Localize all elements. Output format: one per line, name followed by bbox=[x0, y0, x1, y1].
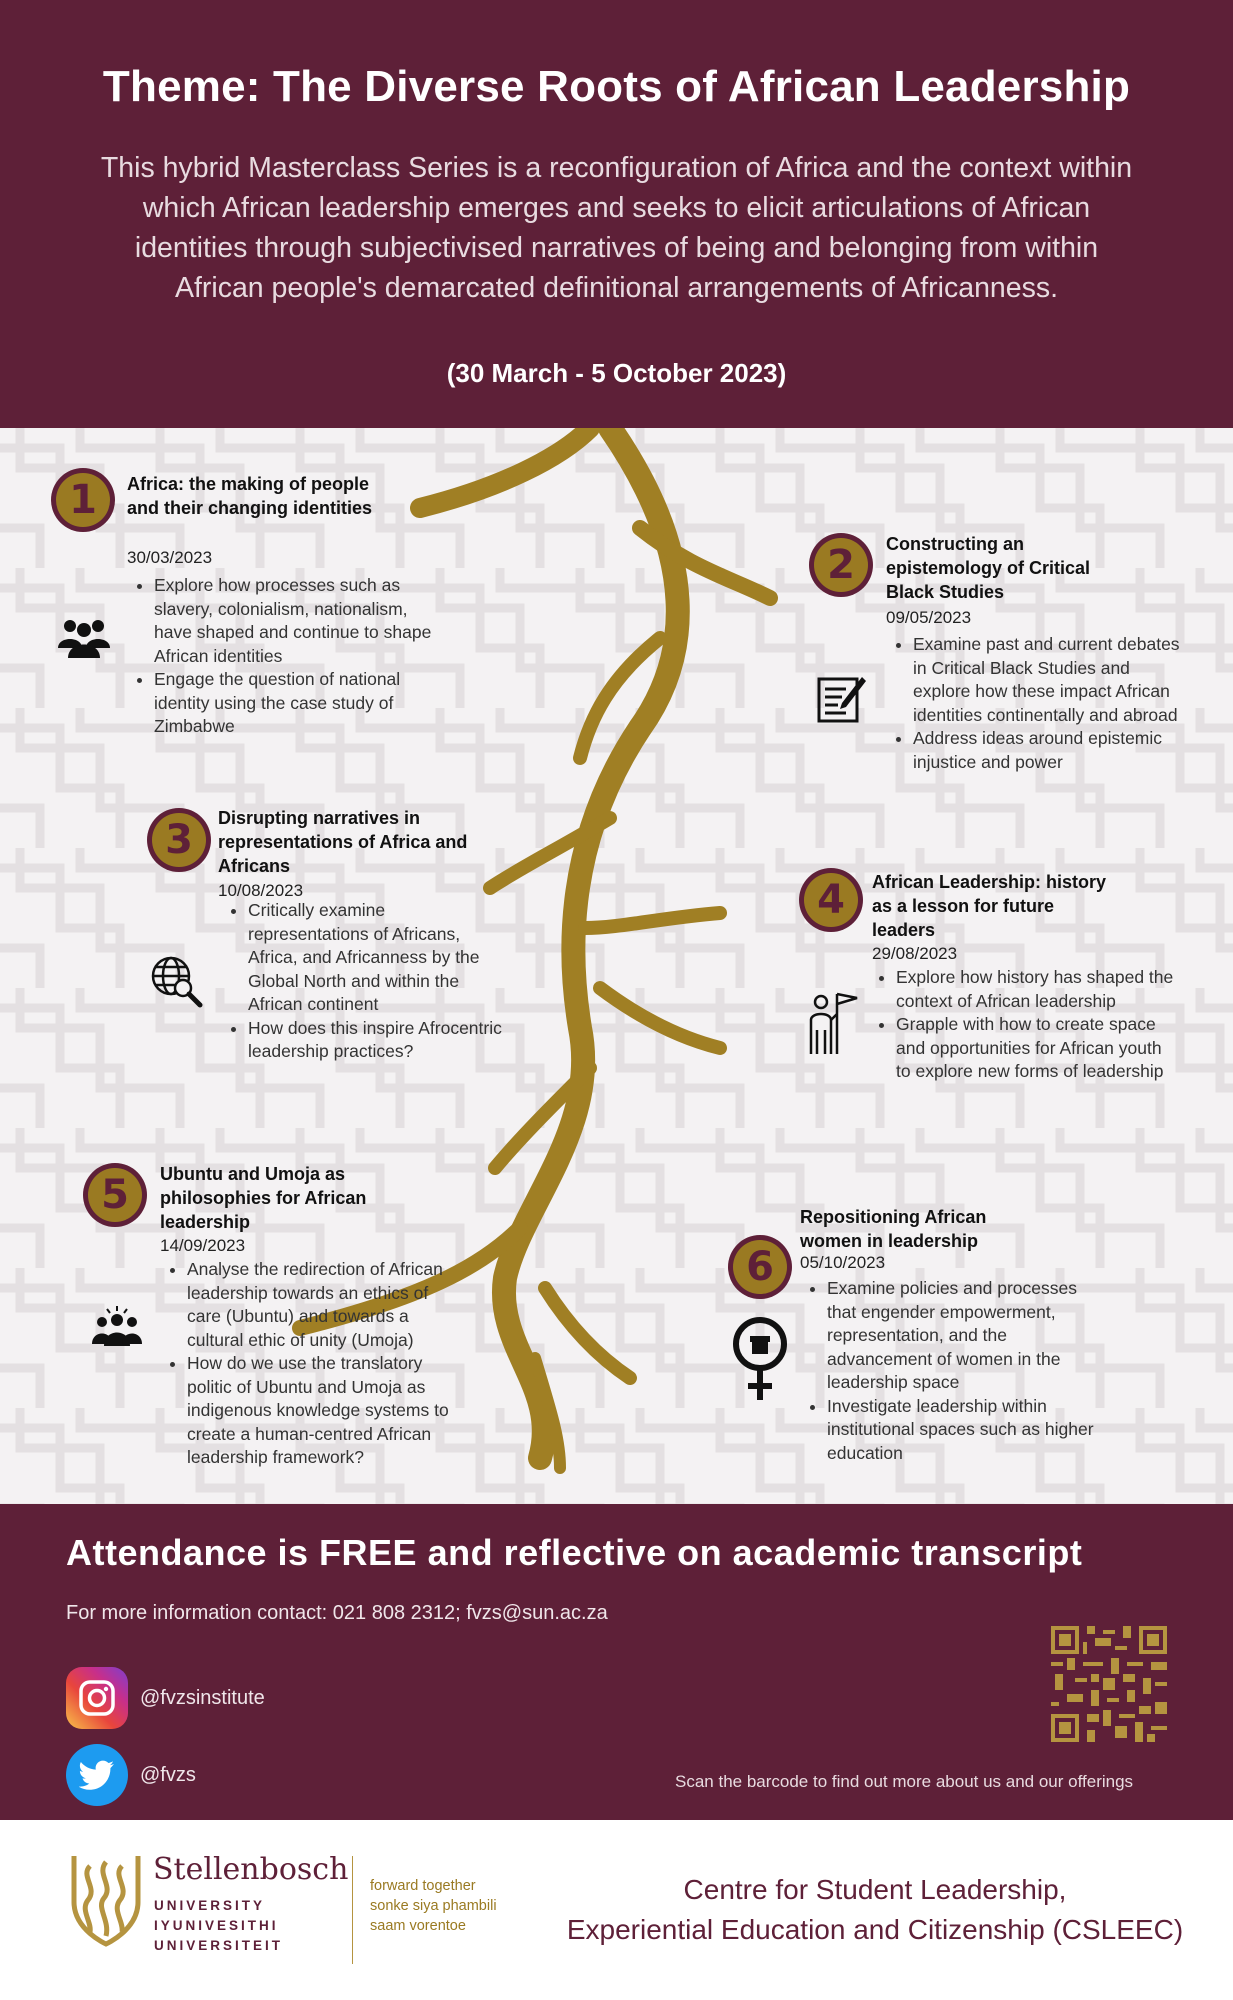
instagram-icon[interactable] bbox=[66, 1667, 128, 1729]
session-6-date: 05/10/2023 bbox=[800, 1253, 886, 1272]
list-item: • Explore how processes such as slavery, colonialism, nationalism, have shaped and continue to shape African identities bbox=[154, 574, 432, 668]
list-item: • Engage the question of national identity using the case study of Zimbabwe bbox=[154, 668, 432, 739]
university-line-english: UNIVERSITY bbox=[154, 1898, 266, 1913]
session-1-title: Africa: the making of people and their changing identities bbox=[127, 474, 373, 518]
session-1-number: 1 bbox=[56, 473, 110, 527]
session-3-date: 10/08/2023 bbox=[218, 881, 304, 900]
session-6-number: 6 bbox=[733, 1240, 787, 1294]
intro-text: This hybrid Masterclass Series is a reconfiguration of Africa and the context within which African leadership emerges and seeks to elicit articulations of African identities through subjectivised narratives of being and belonging from within African people's demarcated definitional arrangements of Africanness. bbox=[100, 152, 1133, 304]
session-3-points bbox=[226, 899, 502, 1064]
twitter-handle[interactable]: @fvzs bbox=[140, 1763, 196, 1786]
session-6-points bbox=[805, 1277, 1095, 1465]
session-3-number: 3 bbox=[152, 813, 206, 867]
contact-info: For more information contact: 021 808 2312; fvzs@sun.ac.za bbox=[66, 1602, 608, 1624]
list-item: • Examine past and current debates in Critical Black Studies and explore how these impact African identities continentally and abroad bbox=[913, 633, 1191, 727]
list-item: • How do we use the translatory politic of Ubuntu and Umoja as indigenous knowledge systems to create a human-centred African leadership framework? bbox=[187, 1352, 465, 1470]
branding-bar bbox=[0, 1820, 1233, 2000]
attendance-note: Attendance is FREE and reflective on academic transcript bbox=[66, 1532, 1083, 1573]
leader-flag-icon bbox=[803, 990, 859, 1056]
centre-name-line-2: Experiential Education and Citizenship (CSLEEC) bbox=[566, 1914, 1184, 1945]
session-5-points bbox=[165, 1258, 465, 1470]
list-item: • Examine policies and processes that engender empowerment, representation, and the advancement of women in the leadership space bbox=[827, 1277, 1095, 1395]
list-item: • Explore how history has shaped the context of African leadership bbox=[896, 966, 1174, 1013]
branding-divider bbox=[352, 1856, 353, 1964]
twitter-link[interactable] bbox=[66, 1744, 196, 1806]
list-item: • How does this inspire Afrocentric leadership practices? bbox=[248, 1017, 502, 1064]
list-item: • Grapple with how to create space and opportunities for African youth to explore new forms of leadership bbox=[896, 1013, 1174, 1084]
stellenbosch-logo bbox=[70, 1852, 142, 1948]
list-item: • Investigate leadership within institutional spaces such as higher education bbox=[827, 1395, 1095, 1466]
session-2-points bbox=[891, 633, 1191, 774]
twitter-icon[interactable] bbox=[66, 1744, 128, 1806]
session-1-points bbox=[132, 574, 432, 739]
session-6-number-badge bbox=[728, 1235, 792, 1299]
list-item: • Address ideas around epistemic injustice and power bbox=[913, 727, 1191, 774]
community-icon bbox=[90, 1304, 144, 1350]
sessions-section bbox=[0, 428, 1233, 1504]
session-2-number: 2 bbox=[814, 538, 868, 592]
female-fist-icon bbox=[732, 1316, 788, 1402]
university-name: Stellenbosch bbox=[153, 1852, 349, 1887]
university-line-xhosa: IYUNIVESITHI bbox=[154, 1918, 279, 1933]
page-title: Theme: The Diverse Roots of African Leadership bbox=[102, 62, 1131, 111]
session-4-title: African Leadership: history as a lesson for future leaders bbox=[872, 872, 1107, 940]
instagram-link[interactable] bbox=[66, 1667, 265, 1729]
motto-afrikaans: saam vorentoe bbox=[370, 1918, 466, 1934]
session-2-number-badge bbox=[809, 533, 873, 597]
session-1-date: 30/03/2023 bbox=[127, 548, 213, 567]
session-4-points bbox=[874, 966, 1174, 1084]
list-item: • Critically examine representations of Africans, Africa, and Africanness by the Global North and within the African continent bbox=[248, 899, 502, 1017]
session-2-date: 09/05/2023 bbox=[886, 608, 972, 627]
document-pen-icon bbox=[816, 673, 868, 725]
session-6-title: Repositioning African women in leadership bbox=[800, 1207, 987, 1251]
session-5-number: 5 bbox=[88, 1168, 142, 1222]
series-dates: (30 March - 5 October 2023) bbox=[446, 358, 787, 388]
motto-english: forward together bbox=[370, 1878, 476, 1894]
university-line-afrikaans: UNIVERSITEIT bbox=[154, 1938, 284, 1953]
motto-xhosa: sonke siya phambili bbox=[370, 1898, 497, 1914]
session-2-title: Constructing an epistemology of Critical Black Studies bbox=[886, 534, 1091, 602]
session-5-number-badge bbox=[83, 1163, 147, 1227]
instagram-handle[interactable]: @fvzsinstitute bbox=[140, 1686, 265, 1709]
centre-name bbox=[560, 1870, 1190, 1950]
session-3-number-badge bbox=[147, 808, 211, 872]
centre-name-line-1: Centre for Student Leadership, bbox=[683, 1874, 1067, 1905]
session-5-title: Ubuntu and Umoja as philosophies for African leadership bbox=[160, 1164, 367, 1232]
session-4-number: 4 bbox=[804, 873, 858, 927]
session-5-date: 14/09/2023 bbox=[160, 1236, 246, 1255]
list-item: • Analyse the redirection of African leadership towards an ethics of care (Ubuntu) and towards a cultural ethic of unity (Umoja) bbox=[187, 1258, 465, 1352]
qr-code[interactable] bbox=[1051, 1626, 1167, 1742]
scan-caption: Scan the barcode to find out more about us and our offerings bbox=[675, 1772, 1134, 1791]
footer-banner bbox=[0, 1504, 1233, 1820]
session-4-date: 29/08/2023 bbox=[872, 944, 958, 963]
session-1-number-badge bbox=[51, 468, 115, 532]
globe-search-icon bbox=[150, 955, 204, 1009]
session-3-title: Disrupting narratives in representations of Africa and Africans bbox=[218, 808, 468, 876]
header-banner bbox=[0, 0, 1233, 428]
session-4-number-badge bbox=[799, 868, 863, 932]
group-icon bbox=[56, 616, 112, 660]
